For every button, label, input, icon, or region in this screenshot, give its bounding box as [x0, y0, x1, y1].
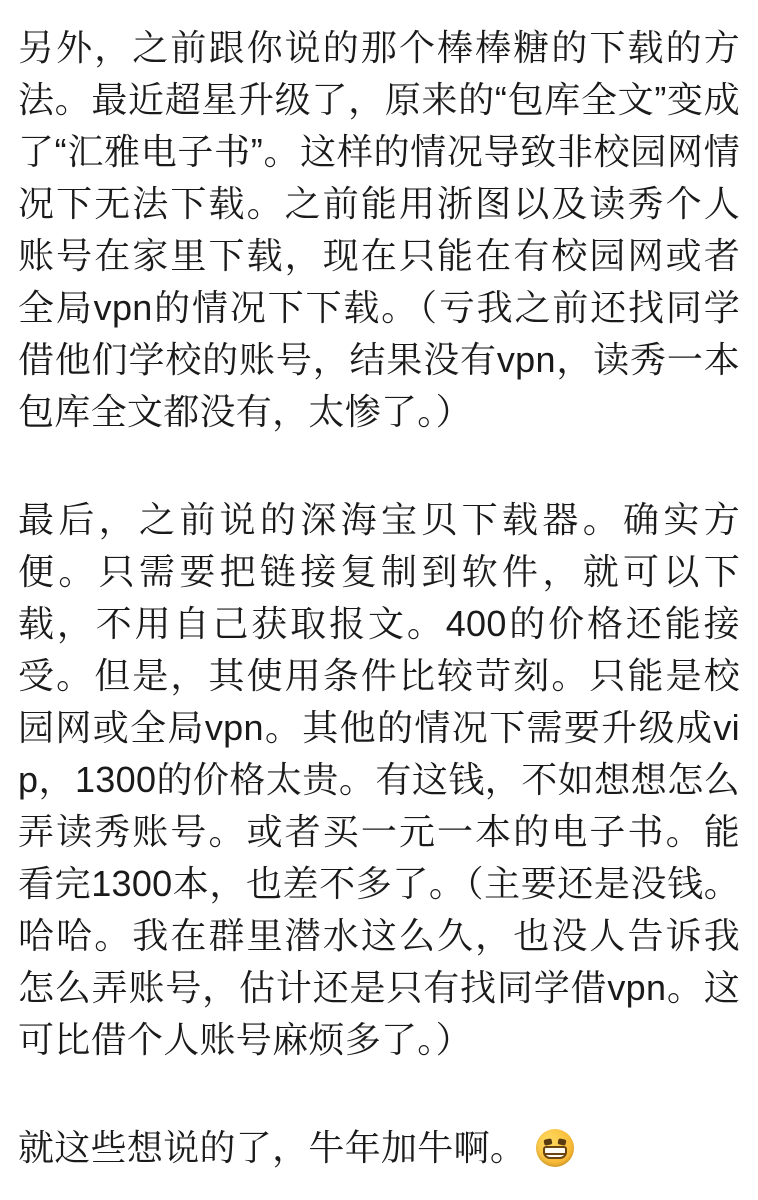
- grinning-face-mouth: [543, 1146, 567, 1159]
- paragraph-3: 就这些想说的了，牛年加牛啊。: [18, 1127, 527, 1168]
- paragraph-spacer-2: [18, 1066, 740, 1122]
- paragraph-3-line: [18, 1122, 740, 1174]
- grinning-face-icon: [536, 1129, 574, 1167]
- paragraph-2: 最后，之前说的深海宝贝下载器。确实方便。只需要把链接复制到软件，就可以下载，不用自己获取报文。400的价格还能接受。但是，其使用条件比较苛刻。只能是校园网或全局vpn。其他的情况下需要升级成vip，1300的价格太贵。有这钱，不如想想怎么弄读秀账号。或者买一元一本的电子书。能看完1300本，也差不多了。（主要还是没钱。哈哈。我在群里潜水这么久，也没人告诉我怎么弄账号，估计还是只有找同学借vpn。这可比借个人账号麻烦多了。）: [18, 499, 740, 1060]
- paragraph-1: 另外，之前跟你说的那个棒棒糖的下载的方法。最近超星升级了，原来的“包库全文”变成了“汇雅电子书”。这样的情况导致非校园网情况下无法下载。之前能用浙图以及读秀个人账号在家里下载，现在只能在有校园网或者全局vpn的情况下下载。（亏我之前还找同学借他们学校的账号，结果没有vpn，读秀一本包库全文都没有，太惨了。）: [18, 27, 740, 432]
- paragraph-spacer-1: [18, 438, 740, 494]
